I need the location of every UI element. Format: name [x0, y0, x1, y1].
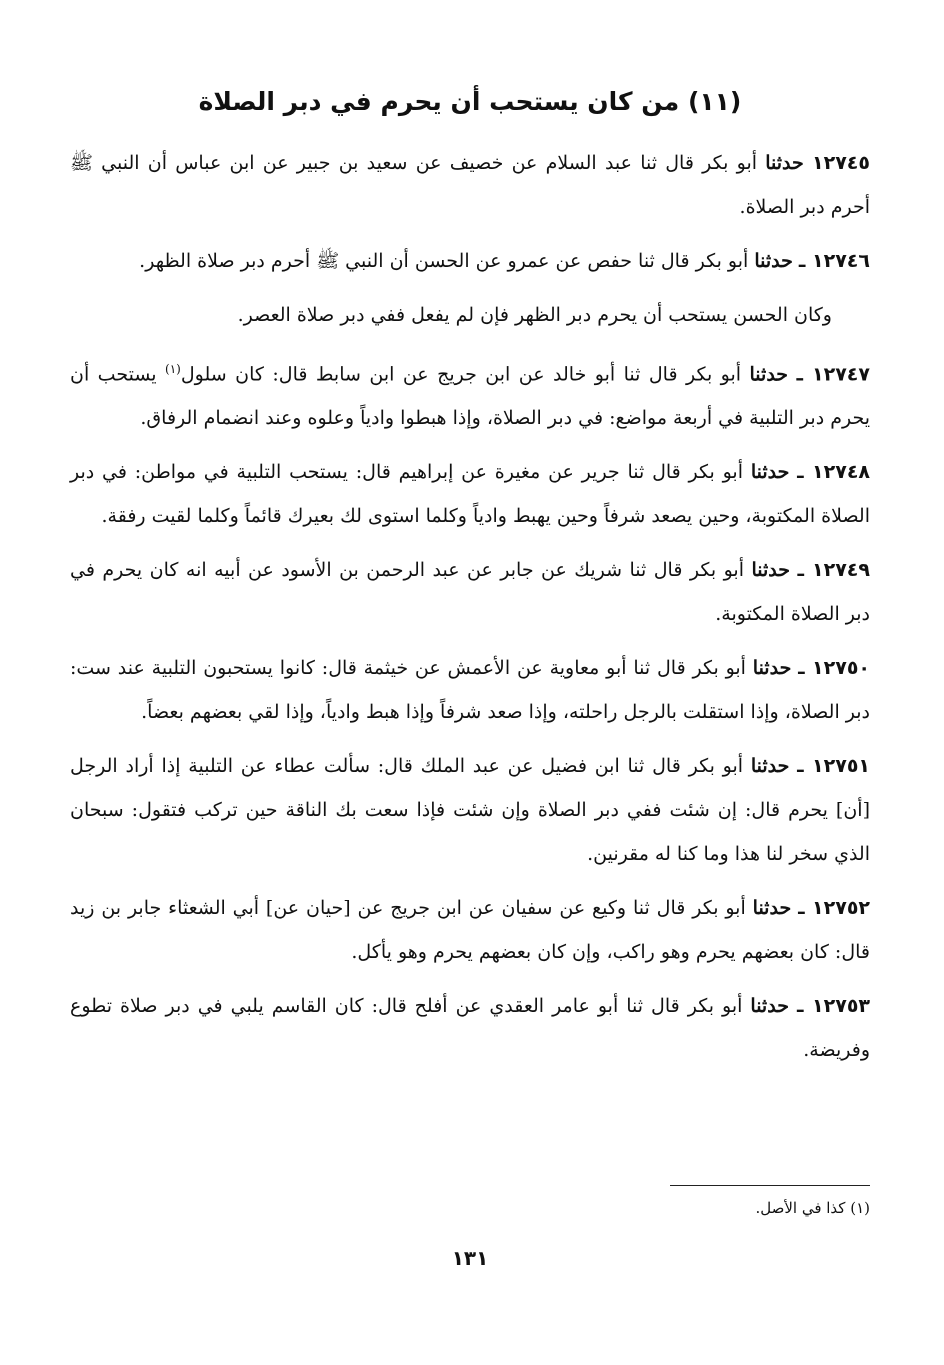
hadith-number: ١٢٧٥١ ـ [797, 754, 871, 777]
commentary-paragraph [70, 293, 870, 337]
hadith-lead: حدثنا [750, 994, 789, 1017]
hadith-paragraph [70, 984, 870, 1072]
hadith-text: أبو بكر قال ثنا عبد السلام عن خصيف عن سعيد بن جبير عن ابن عباس أن النبي ﷺ أحرم دبر الصلاة. [70, 151, 870, 218]
hadith-paragraph [70, 347, 870, 440]
hadith-text: أبو بكر قال ثنا شريك عن جابر عن عبد الرحمن بن الأسود عن أبيه انه كان يحرم في دبر الصلاة المكتوبة. [70, 558, 870, 625]
hadith-paragraph [70, 548, 870, 636]
hadith-text-continued: يستحب أن يحرم دبر التلبية في أربعة مواضع: في دبر الصلاة، وإذا هبطوا وادياً وعلوه وعند انضمام الرفاق. [70, 362, 870, 429]
book-page [70, 80, 870, 1320]
hadith-number: ١٢٧٤٧ ـ [796, 362, 870, 385]
hadith-lead: حدثنا [750, 460, 790, 483]
hadith-text: أبو بكر قال ثنا أبو عامر العقدي عن أفلح قال: كان القاسم يلبي في دبر صلاة تطوع وفريضة. [70, 994, 870, 1061]
hadith-lead: حدثنا [765, 151, 804, 174]
footnote: (١) كذا في الأصل. [755, 1199, 870, 1217]
hadith-lead: حدثنا [751, 558, 790, 581]
hadith-number: ١٢٧٤٥ [812, 151, 870, 174]
hadith-lead: حدثنا [754, 249, 793, 272]
hadith-text: أبو بكر قال ثنا ابن فضيل عن عبد الملك قال: سألت عطاء عن التلبية إذا أراد الرجل [أن] يحرم قال: إن شئت ففي دبر الصلاة وإن شئت فإذا سعت بك الناقة حين تركب فتقول: سبحان الذي سخر لنا هذا وما كنا له مقرنين. [70, 754, 870, 865]
hadith-text: أبو بكر قال ثنا أبو خالد عن ابن جريج عن ابن سابط قال: كان سلول [180, 362, 742, 385]
hadith-number: ١٢٧٤٩ ـ [797, 558, 870, 581]
hadith-paragraph [70, 646, 870, 734]
hadith-number: ١٢٧٤٦ ـ [798, 249, 870, 272]
hadith-paragraph [70, 239, 870, 283]
hadith-text: أبو بكر قال ثنا جرير عن مغيرة عن إبراهيم قال: يستحب التلبية في مواطن: في دبر الصلاة المكتوبة، وحين يصعد شرفاً وحين يهبط وادياً وكلما استوى لك بعيرك قائماً وكلما لقيت رفقة. [70, 460, 870, 527]
hadith-number: ١٢٧٥٢ ـ [798, 896, 871, 919]
commentary-text: وكان الحسن يستحب أن يحرم دبر الظهر فإن لم يفعل ففي دبر صلاة العصر. [237, 303, 832, 326]
hadith-lead: حدثنا [752, 896, 792, 919]
hadith-lead: حدثنا [750, 754, 790, 777]
hadith-number: ١٢٧٥٠ ـ [798, 656, 871, 679]
hadith-lead: حدثنا [749, 362, 789, 385]
page-number: ١٣١ [451, 1246, 489, 1270]
hadith-text: أبو بكر قال ثنا حفص عن عمرو عن الحسن أن النبي ﷺ أحرم دبر صلاة الظهر. [139, 249, 749, 272]
hadith-paragraph [70, 141, 870, 229]
hadith-number: ١٢٧٥٣ ـ [796, 994, 871, 1017]
hadith-paragraph [70, 450, 870, 538]
hadith-text: أبو بكر قال ثنا أبو معاوية عن الأعمش عن خيثمة قال: كانوا يستحبون التلبية عند ست: دبر الصلاة، وإذا استقلت بالرجل راحلته، وإذا صعد شرفاً وإذا هبط وادياً، وإذا لقي بعضهم بعضاً. [70, 656, 870, 723]
hadith-number: ١٢٧٤٨ ـ [797, 460, 871, 483]
chapter-title: (١١) من كان يستحب أن يحرم في دبر الصلاة [198, 87, 742, 116]
hadith-lead: حدثنا [752, 656, 792, 679]
hadith-text: أبو بكر قال ثنا وكيع عن سفيان عن ابن جريج عن [حيان عن] أبي الشعثاء جابر بن زيد قال: كان بعضهم يحرم وهو راكب، وإن كان بعضهم يحرم وهو يأكل. [70, 896, 870, 963]
footnote-divider [670, 1185, 870, 1186]
footnote-reference[interactable]: (١) [165, 361, 181, 376]
hadith-paragraph [70, 744, 870, 876]
hadith-paragraph [70, 886, 870, 974]
